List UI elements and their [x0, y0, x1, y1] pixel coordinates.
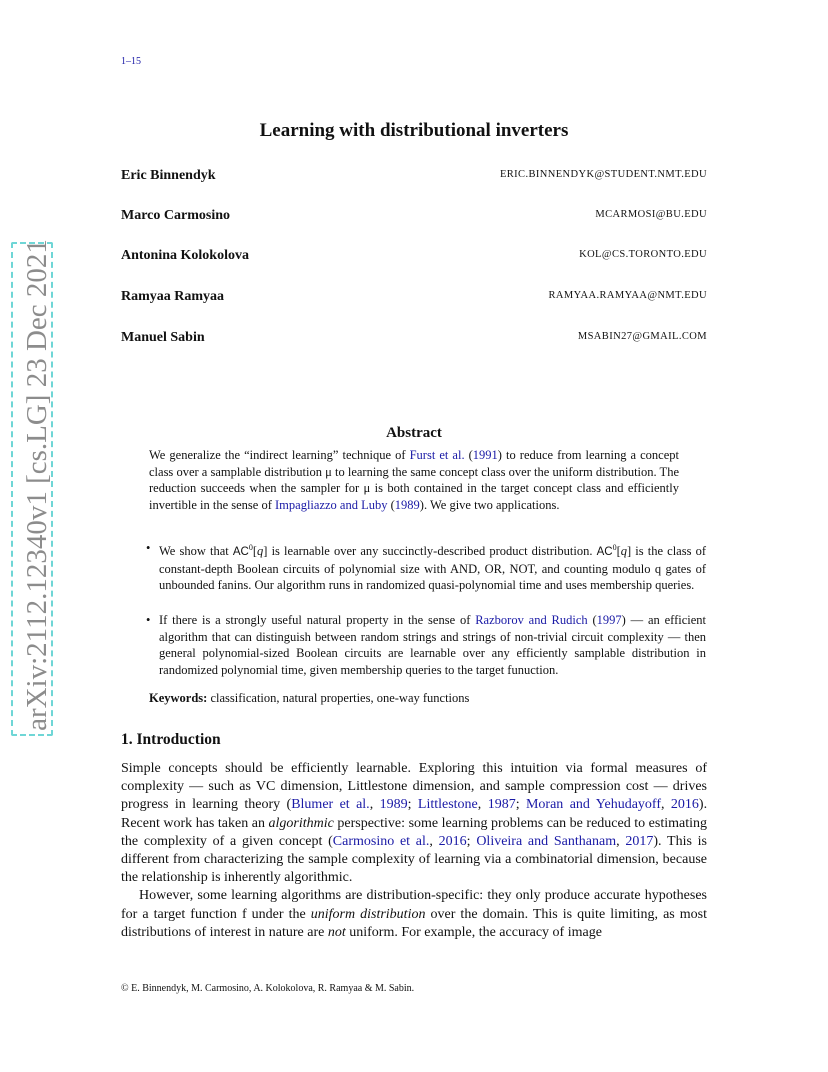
author-email: MCARMOSI@BU.EDU: [595, 209, 707, 220]
abstract-text: ). We give two applications.: [419, 497, 560, 512]
author-row: [121, 289, 707, 307]
author-email: KOL@CS.TORONTO.EDU: [579, 249, 707, 260]
keywords: [149, 691, 469, 706]
abstract-bullets: [146, 612, 707, 678]
citation-link[interactable]: Moran and Yehudayoff: [525, 797, 661, 813]
author-row: [121, 330, 707, 348]
author-name: Ramyaa Ramyaa: [121, 289, 225, 304]
bullet-text: is the class of constant-depth Boolean circuits of polynomial size with AND, OR, NOT, and counting modulo q gates of unbounded fanins. Our algorithm runs in randomized quasi-polynomial time and uses membership queries.: [159, 544, 706, 593]
abstract-text: ) to reduce from learning a concept class over a samplable distribution μ to learning the same concept class over the uniform distribution. The reduction succeeds when the sampler for μ is both contained in the target concept class and efficiently invertible in the sense of: [149, 448, 679, 512]
copyright-footer: © E. Binnendyk, M. Carmosino, A. Kolokolova, R. Ramyaa & M. Sabin.: [121, 983, 415, 994]
author-row: [121, 168, 707, 186]
citation-year-link[interactable]: 1989: [379, 797, 408, 813]
bullet-icon: •: [146, 541, 151, 555]
author-row: [121, 248, 707, 266]
bullet-text: We show that: [159, 544, 233, 559]
author-name: Marco Carmosino: [121, 208, 230, 223]
body-text: ). This is different from characterizing the sample complexity of learning via a combinatorial dimension, because the relationship is inherently algorithmic.: [121, 833, 707, 886]
emphasis: uniform distribution: [310, 906, 426, 922]
body-text: Simple concepts should be efficiently learnable. Exploring this intuition via formal measures of complexity — such as VC dimension, Littlestone dimension, and sample compression cost — drives progress in learning theory (: [121, 761, 707, 813]
abstract-paragraph: We generalize the “indirect learning” technique of Furst et al. (1991) to reduce from learning a concept class over a samplable distribution μ to learning the same concept class over the uniform distribution. The reduction succeeds when the sampler for μ is both contained in the target concept class and efficiently invertible in the sense of Impagliazzo and Luby (1989). We give two applications.: [149, 448, 679, 512]
body-text: perspective: some learning problems can be reduced to estimating the complexity of a given concept (: [121, 815, 707, 849]
abstract-heading: Abstract: [386, 425, 442, 441]
math-ac: AC: [596, 546, 613, 559]
author-email: MSABIN27@GMAIL.COM: [577, 331, 707, 342]
citation-year-link[interactable]: 1989: [394, 497, 420, 512]
author-email: RAMYAA.RAMYAA@NMT.EDU: [548, 290, 707, 301]
author-row: [121, 208, 707, 226]
emphasis: not: [327, 924, 346, 940]
list-item: • If there is a strongly useful natural property in the sense of Razborov and Rudich (1997) — an efficient algorithm that can distinguish between random strings and strings of non-trivial circuit complexity — then general polynomial-sized Boolean circuits are learnable over any efficiently samplable distribution in randomized polynomial time, given membership queries to the target funuction.: [146, 613, 707, 677]
body-paragraph: Simple concepts should be efficiently learnable. Exploring this intuition via formal measures of complexity — such as VC dimension, Littlestone dimension, and sample compression cost — drives progress in learning theory (Blumer et al., 1989; Littlestone, 1987; Moran and Yehudayoff, 2016). Recent work has taken an algorithmic perspective: some learning problems can be reduced to estimating the complexity of a given concept (Carmosino et al., 2016; Oliveira and Santhanam, 2017). This is different from characterizing the sample complexity of learning via a combinatorial dimension, because the relationship is inherently algorithmic.: [121, 761, 708, 886]
citation-link[interactable]: Littlestone: [417, 797, 478, 813]
citation-link[interactable]: Blumer et al.: [291, 797, 370, 813]
section-body: [121, 760, 707, 942]
citation-year-link[interactable]: 1991: [472, 448, 498, 462]
bullet-text: If there is a strongly useful natural property in the sense of: [159, 613, 476, 627]
bullet-text: is learnable over any succinctly-described product distribution.: [267, 544, 597, 559]
emphasis: algorithmic: [268, 815, 334, 831]
citation-year-link[interactable]: 2017: [625, 833, 654, 849]
body-paragraph: [121, 887, 707, 942]
abstract-text: We generalize the “indirect learning” technique of: [149, 448, 410, 462]
bullet-icon: •: [146, 613, 151, 627]
keywords-list: classification, natural properties, one-way functions: [207, 691, 470, 705]
citation-link[interactable]: Furst et al.: [409, 448, 465, 462]
citation-year-link[interactable]: 2016: [670, 797, 699, 813]
body-text: over the domain. This is quite limiting, as most distributions of interest in nature are: [121, 906, 708, 940]
author-name: Antonina Kolokolova: [121, 248, 249, 263]
keywords-label: Keywords:: [149, 691, 208, 705]
body-text: uniform. For example, the accuracy of image: [345, 924, 602, 940]
author-email: ERIC.BINNENDYK@STUDENT.NMT.EDU: [499, 169, 707, 180]
citation-link[interactable]: Oliveira and Santhanam: [476, 833, 617, 849]
author-name: Eric Binnendyk: [121, 168, 216, 183]
citation-link[interactable]: Razborov and Rudich: [475, 613, 588, 627]
citation-year-link[interactable]: 1987: [487, 797, 516, 813]
section-heading: 1. Introduction: [121, 731, 221, 748]
math-ac: AC: [232, 546, 249, 559]
citation-link[interactable]: Carmosino et al.: [332, 833, 430, 849]
abstract-bullets: [146, 540, 706, 594]
arxiv-stamp[interactable]: arXiv:2112.12340v1 [cs.LG] 23 Dec 2021: [21, 239, 53, 731]
citation-year-link[interactable]: 1997: [596, 613, 622, 627]
body-text: However, some learning algorithms are distribution-specific: they only produce accurate hypotheses for a target function f under the: [121, 888, 707, 922]
author-name: Manuel Sabin: [121, 330, 205, 345]
paper-title: Learning with distributional inverters: [259, 120, 569, 141]
bullet-text: ) — an efficient algorithm that can distinguish between random strings and strings of non-trivial circuit complexity — then general polynomial-sized Boolean circuits are learnable over any efficiently samplable distribution in randomized polynomial time, given membership queries to the target funuction.: [159, 613, 707, 677]
citation-year-link[interactable]: 2016: [438, 833, 467, 849]
body-text: ). Recent work has taken an: [121, 797, 708, 831]
page-number: 1–15: [121, 56, 141, 67]
list-item: • We show that $AC^0[q]$ is learnable over any succinctly-described product distribution. $AC^0[q]$ is the class of constant-depth Boolean circuits of polynomial size with AND, OR, NOT, and counting modulo q gates of unbounded fanins. Our algorithm runs in randomized quasi-polynomial time and uses membership queries.: [146, 541, 706, 593]
citation-link[interactable]: Impagliazzo and Luby: [275, 497, 388, 512]
